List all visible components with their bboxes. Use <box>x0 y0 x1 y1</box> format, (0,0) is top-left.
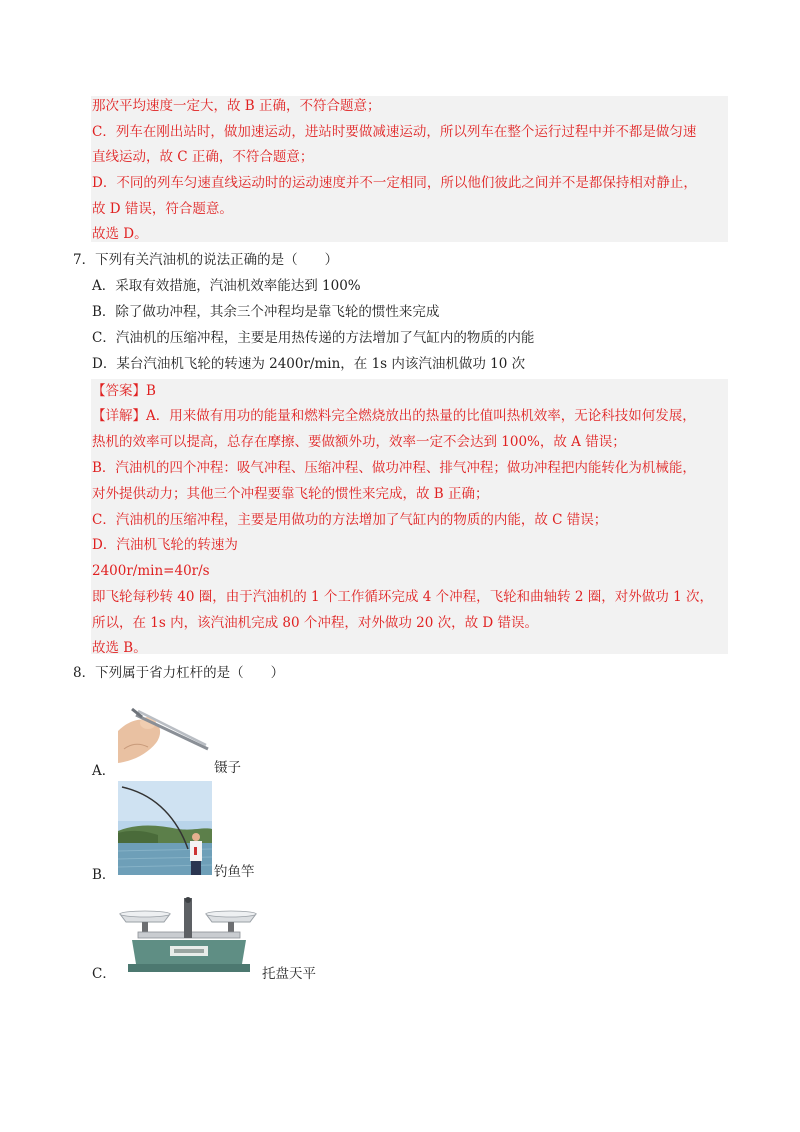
q7-option-d: D．某台汽油机飞轮的转速为 2400r/min，在 1s 内该汽油机做功 10 次 <box>92 356 526 372</box>
q7-answer-line: B．汽油机的四个冲程：吸气冲程、压缩冲程、做功冲程、排气冲程；做功冲程把内能转化为机械能， <box>92 460 696 476</box>
q7-option-a: A．采取有效措施，汽油机效率能达到 100% <box>92 278 361 294</box>
q7-answer-line: D．汽油机飞轮的转速为 <box>92 537 238 553</box>
q7-option-c: C．汽油机的压缩冲程，主要是用热传递的方法增加了气缸内的物质的内能 <box>92 330 535 346</box>
prev-answer-line: 故 D 错误，符合题意。 <box>92 201 233 217</box>
q8-option-a-label: 镊子 <box>214 760 241 776</box>
q7-answer-line: 所以，在 1s 内，该汽油机完成 80 个冲程，对外做功 20 次，故 D 错误。 <box>92 615 539 631</box>
tweezers-photo-icon <box>118 691 210 767</box>
q7-answer-line: 2400r/min=40r/s <box>92 563 210 579</box>
q8-option-c-label: 托盘天平 <box>262 966 316 982</box>
q8-option-a-letter: A． <box>92 763 116 779</box>
q8-option-c-letter: C． <box>92 966 116 982</box>
q8-option-b-label: 钓鱼竿 <box>214 864 255 880</box>
q7-answer-line: 【详解】A．用来做有用功的能量和燃料完全燃烧放出的热量的比值叫热机效率，无论科技如何发展， <box>92 408 696 424</box>
balance-photo-icon <box>118 888 260 978</box>
q7-answer-line: 对外提供动力；其他三个冲程要靠飞轮的惯性来完成，故 B 正确； <box>92 486 489 502</box>
q7-answer-line: 【答案】B <box>92 383 156 399</box>
q7-answer-line: 故选 B。 <box>92 640 147 656</box>
prev-answer-line: 那次平均速度一定大，故 B 正确，不符合题意； <box>92 98 381 114</box>
prev-answer-line: C．列车在刚出站时，做加速运动，进站时要做减速运动，所以列车在整个运行过程中并不都是做匀速 <box>92 124 697 140</box>
prev-answer-box <box>91 96 728 242</box>
q7-option-b: B．除了做功冲程，其余三个冲程均是靠飞轮的惯性来完成 <box>92 304 440 320</box>
q7-answer-line: 即飞轮每秒转 40 圈，由于汽油机的 1 个工作循环完成 4 个冲程，飞轮和曲轴转 2 圈，对外做功 1 次， <box>92 589 713 605</box>
q7-answer-line: C．汽油机的压缩冲程，主要是用做功的方法增加了气缸内的物质的内能，故 C 错误； <box>92 512 608 528</box>
fishing-rod-photo-icon <box>118 781 212 875</box>
question-7-stem: 7．下列有关汽油机的说法正确的是（ ） <box>73 252 339 268</box>
prev-answer-line: 故选 D。 <box>92 226 148 242</box>
prev-answer-line: 直线运动，故 C 正确，不符合题意； <box>92 149 314 165</box>
q7-answer-line: 热机的效率可以提高，总存在摩擦、要做额外功，效率一定不会达到 100%，故 A 错误； <box>92 434 626 450</box>
question-8-stem: 8．下列属于省力杠杆的是（ ） <box>73 665 285 681</box>
prev-answer-line: D．不同的列车匀速直线运动时的运动速度并不一定相同，所以他们彼此之间并不是都保持相对静止， <box>92 175 697 191</box>
q8-option-b-letter: B． <box>92 867 116 883</box>
